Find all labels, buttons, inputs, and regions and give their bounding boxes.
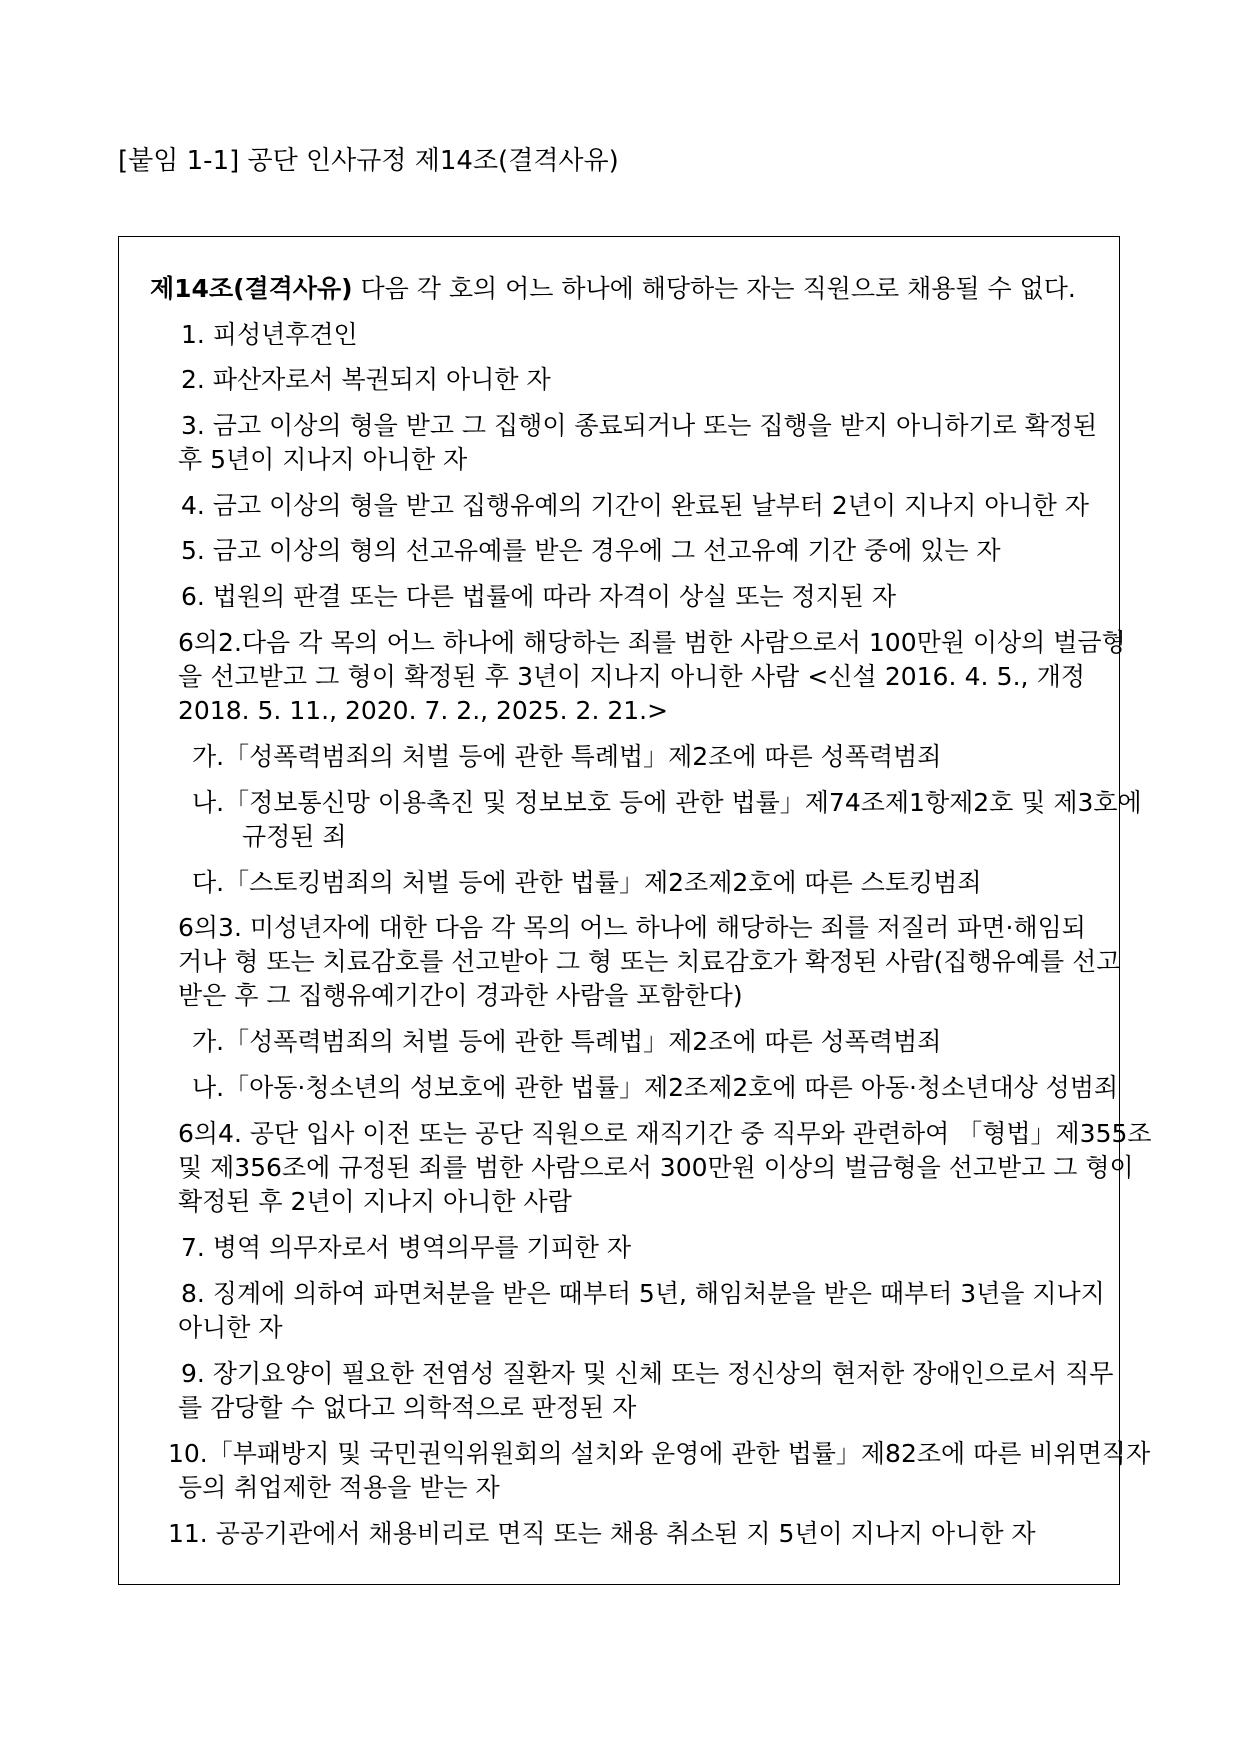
clause-7: 7. 병역 의무자로서 병역의무를 기피한 자 xyxy=(181,1233,631,1262)
clause-2: 2. 파산자로서 복권되지 아니한 자 xyxy=(181,365,551,394)
clause-6-2-sub-ga: 가.「성폭력범죄의 처벌 등에 관한 특례법」제2조에 따른 성폭력범죄 xyxy=(192,742,942,771)
clause-6-2-sub-da: 다.「스토킹범죄의 처벌 등에 관한 법률」제2조제2호에 따른 스토킹범죄 xyxy=(192,868,982,897)
clause-6-4-line-3: 확정된 후 2년이 지나지 아니한 사람 xyxy=(178,1187,572,1216)
clause-5: 5. 금고 이상의 형의 선고유예를 받은 경우에 그 선고유예 기간 중에 있는 자 xyxy=(181,536,1001,565)
clause-6-3-sub-na: 나.「아동·청소년의 성보호에 관한 법률」제2조제2호에 따른 아동·청소년대상 성범죄 xyxy=(192,1073,1119,1102)
clause-6-4-line-2: 및 제356조에 규정된 죄를 범한 사람으로서 300만원 이상의 벌금형을 선고받고 그 형이 xyxy=(178,1153,1134,1182)
clause-3-line-1: 3. 금고 이상의 형을 받고 그 집행이 종료되거나 또는 집행을 받지 아니하기로 확정된 xyxy=(181,411,1098,440)
article-intro: 다음 각 호의 어느 하나에 해당하는 자는 직원으로 채용될 수 없다. xyxy=(360,274,1076,303)
clause-6-2-sub-na-line-2: 규정된 죄 xyxy=(242,822,347,851)
clause-6-4-line-1: 6의4. 공단 입사 이전 또는 공단 직원으로 재직기간 중 직무와 관련하여 「형법」제355조 xyxy=(178,1119,1152,1148)
clause-8-line-1: 8. 징계에 의하여 파면처분을 받은 때부터 5년, 해임처분을 받은 때부터 3년을 지나지 xyxy=(181,1279,1105,1308)
clause-3-line-2: 후 5년이 지나지 아니한 자 xyxy=(178,445,468,474)
clause-6-2-line-1: 6의2.다음 각 목의 어느 하나에 해당하는 죄를 범한 사람으로서 100만원 이상의 벌금형 xyxy=(178,628,1126,657)
clause-6-2-line-2: 을 선고받고 그 형이 확정된 후 3년이 지나지 아니한 사람 <신설 2016. 4. 5., 개정 xyxy=(178,662,1085,691)
article-title: 제14조(결격사유) xyxy=(150,274,353,303)
clause-6-2-line-3: 2018. 5. 11., 2020. 7. 2., 2025. 2. 21.> xyxy=(178,696,669,725)
clause-1: 1. 피성년후견인 xyxy=(181,320,358,349)
clause-6: 6. 법원의 판결 또는 다른 법률에 따라 자격이 상실 또는 정지된 자 xyxy=(181,582,897,611)
clause-11: 11. 공공기관에서 채용비리로 면직 또는 채용 취소된 지 5년이 지나지 아니한 자 xyxy=(168,1519,1036,1548)
clause-9-line-2: 를 감당할 수 없다고 의학적으로 판정된 자 xyxy=(178,1393,637,1422)
clause-6-3-line-2: 거나 형 또는 치료감호를 선고받아 그 형 또는 치료감호가 확정된 사람(집행유예를 선고 xyxy=(178,947,1121,976)
clause-8-line-2: 아니한 자 xyxy=(178,1313,283,1342)
clause-6-3-sub-ga: 가.「성폭력범죄의 처벌 등에 관한 특례법」제2조에 따른 성폭력범죄 xyxy=(192,1027,942,1056)
clause-9-line-1: 9. 장기요양이 필요한 전염성 질환자 및 신체 또는 정신상의 현저한 장애인으로서 직무 xyxy=(181,1359,1114,1388)
clause-6-3-line-1: 6의3. 미성년자에 대한 다음 각 목의 어느 하나에 해당하는 죄를 저질러 파면·해임되 xyxy=(178,913,1086,942)
clause-4: 4. 금고 이상의 형을 받고 집행유예의 기간이 완료된 날부터 2년이 지나지 아니한 자 xyxy=(181,491,1089,520)
clause-10-line-1: 10.「부패방지 및 국민권익위원회의 설치와 운영에 관한 법률」제82조에 따른 비위면직자 xyxy=(168,1439,1151,1468)
clause-6-3-line-3: 받은 후 그 집행유예기간이 경과한 사람을 포함한다) xyxy=(178,981,743,1010)
document-heading: [붙임 1-1] 공단 인사규정 제14조(결격사유) xyxy=(118,146,619,176)
clause-6-2-sub-na-line-1: 나.「정보통신망 이용촉진 및 정보보호 등에 관한 법률」제74조제1항제2호 및 제3호에 xyxy=(192,788,1142,817)
clause-10-line-2: 등의 취업제한 적용을 받는 자 xyxy=(178,1473,500,1502)
article-title-line xyxy=(150,272,1076,306)
